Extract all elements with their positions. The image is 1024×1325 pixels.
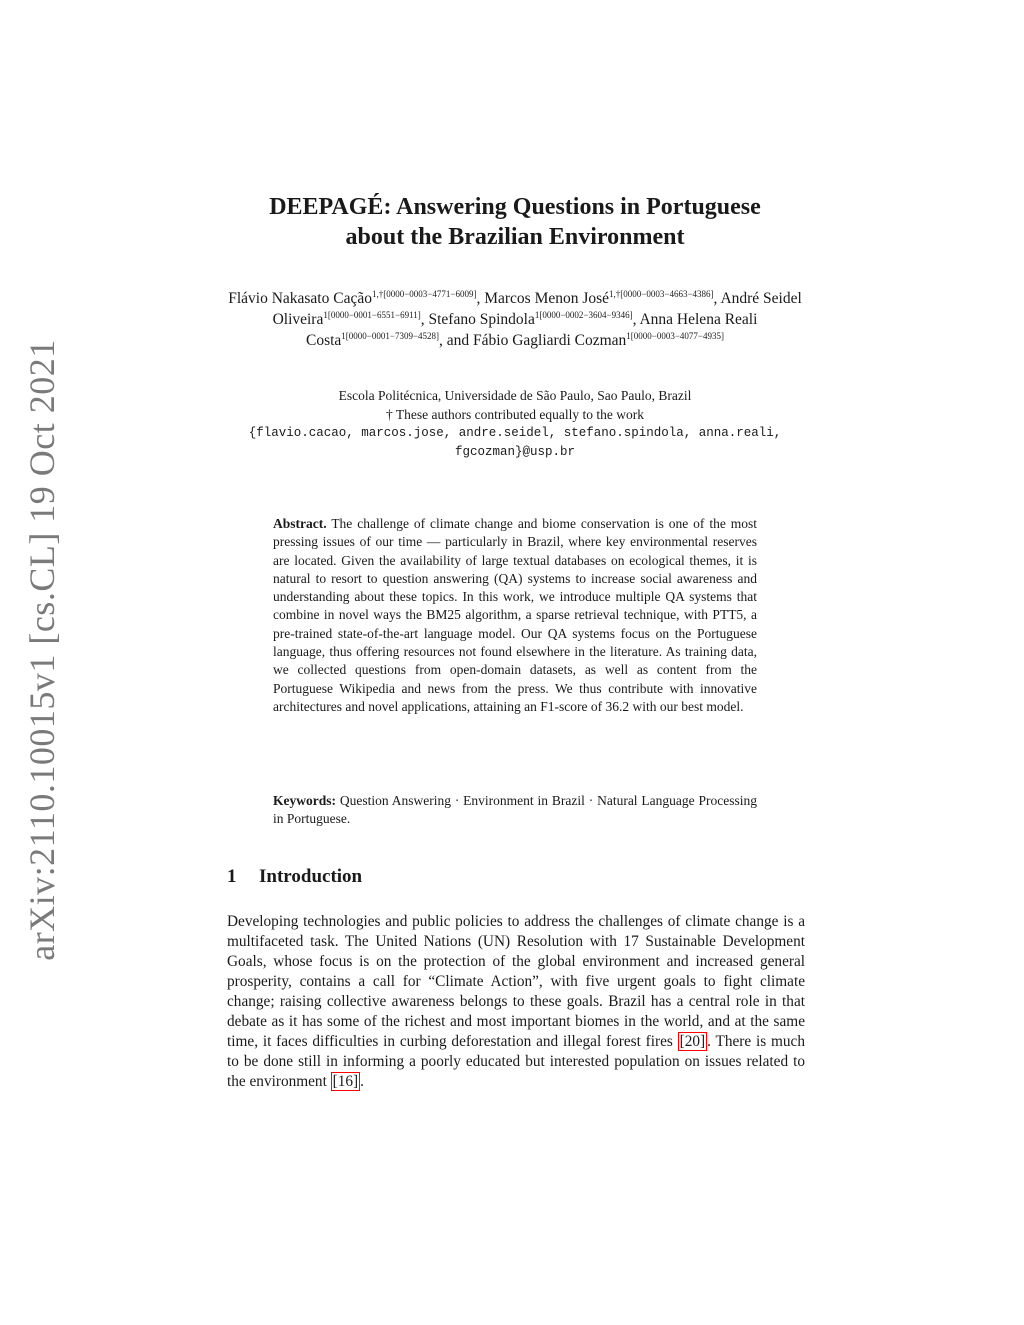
author-name: Flávio Nakasato Cação [228,290,372,307]
affiliation-institution: Escola Politécnica, Universidade de São Paulo, Sao Paulo, Brazil [338,388,692,403]
intro-text-part-3: . [360,1073,364,1090]
paper-title-line-1: DEEPAGÉ: Answering Questions in Portuguese [269,194,761,220]
section-title: Introduction [259,866,363,887]
author-affiliation-orcid: 1,†[0000−0003−4663−4386] [609,289,714,299]
affiliation-block [215,386,815,462]
citation-link-20[interactable]: [20] [679,1033,706,1050]
author-emails-line-1: {flavio.cacao, marcos.jose, andre.seidel, stefano.spindola, anna.reali, [248,426,782,440]
author-separator: , [420,311,429,328]
keywords [273,792,757,829]
author-list [215,288,815,351]
author-affiliation-orcid: 1,†[0000−0003−4771−6009] [371,289,477,299]
author-separator: , [439,332,447,349]
author-name: Marcos Menon José [484,290,610,307]
introduction-paragraph [227,912,805,1092]
author-separator: , [632,311,640,328]
abstract [273,515,757,716]
paper-title [200,192,830,252]
author-emails-line-2: fgcozman}@usp.br [454,445,576,459]
section-heading-introduction [227,866,362,888]
author-affiliation-orcid: 1[0000−0003−4077−4935] [626,331,725,341]
abstract-label: Abstract. [273,516,327,531]
arxiv-identifier-stamp [12,339,72,961]
author-name: Stefano Spindola [428,311,535,328]
author-affiliation-orcid: 1[0000−0001−7309−4528] [341,331,440,341]
author-separator: , [476,290,485,307]
keywords-label: Keywords: [273,793,336,808]
author-name: Anna Helena Reali Costa [305,311,758,349]
equal-contribution-note: † These authors contributed equally to the work [385,407,645,422]
section-number: 1 [227,866,237,887]
author-affiliation-orcid: 1[0000−0002−3604−9346] [534,310,633,320]
abstract-text: The challenge of climate change and biome conservation is one of the most pressing issues of our time — particularly in Brazil, where key environmental reserves are located. Given the availability of large textual databases on ecological themes, it is natural to resort to question answering (QA) systems to increase social awareness and understanding about these topics. In this work, we introduce multiple QA systems that combine in novel ways the BM25 algorithm, a sparse retrieval technique, with PTT5, a pre-trained state-of-the-art language model. Our QA systems focus on the Portuguese language, thus offering resources not found elsewhere in the literature. As training data, we collected questions from open-domain datasets, as well as content from the Portuguese Wikipedia and news from the press. We thus contribute with innovative architectures and novel applications, attaining an F1-score of 36.2 with our best model. [273,516,757,714]
arxiv-identifier-text: arXiv:2110.10015v1 [cs.CL] 19 Oct 2021 [22,339,63,961]
author-name: and Fábio Gagliardi Cozman [446,332,627,349]
author-name: André Seidel Oliveira [272,290,802,328]
citation-link-16[interactable]: [16] [332,1073,359,1090]
intro-text-part-2: . There is much to be done still in informing a poorly educated but interested population on issues related to the environment [227,1033,805,1090]
paper-title-line-2: about the Brazilian Environment [345,224,685,250]
keywords-text: Question Answering · Environment in Brazil · Natural Language Processing in Portuguese. [273,793,757,827]
author-affiliation-orcid: 1[0000−0001−6551−6911] [323,310,421,320]
author-separator: , [713,290,721,307]
intro-text-part-1: Developing technologies and public policies to address the challenges of climate change is a multifaceted task. The United Nations (UN) Resolution with 17 Sustainable Development Goals, whose focus is on the protection of the global environment and increased general prosperity, contains a call for “Climate Action”, with five urgent goals to fight climate change; raising collective awareness belongs to these goals. Brazil has a central role in that debate as it has some of the richest and most important biomes in the world, and at the same time, it faces difficulties in curbing deforestation and illegal forest fires [227,913,805,1050]
